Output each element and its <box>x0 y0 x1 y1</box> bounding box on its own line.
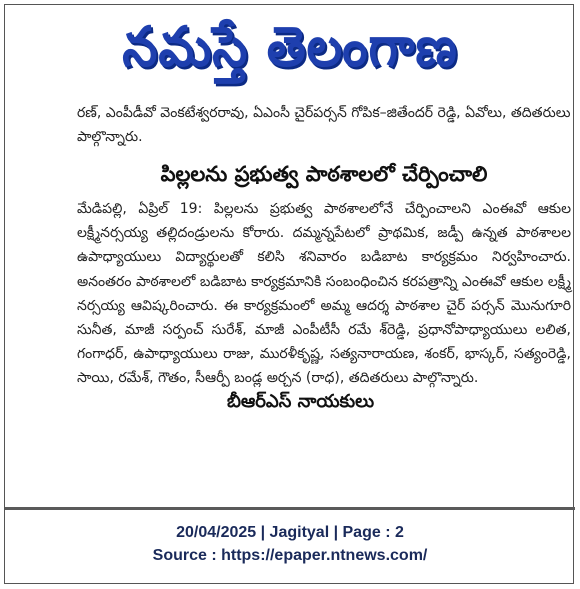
masthead-logo-text: నమస్తే తెలంగాణ <box>122 15 458 79</box>
article-paragraph: మేడిపల్లి, ఏప్రిల్ 19: పిల్లలను ప్రభుత్వ పాఠశాలలోనే చేర్పించాలని ఎంఈవో ఆకుల లక్ష్మీనర్సయ్య తల్లిదండ్రులను కోరారు. దమ్మన్నపేటలో ప్రాథమిక, జడ్పీ ఉన్నత పాఠశాలల ఉపాధ్యాయులు విద్యార్థులతో కలిసి శనివారం బడిబాట కార్యక్రమం నిర్వహించారు. అనంతరం పాఠశాలలో బడిబాట కార్యక్రమానికి సంబంధించిన కరపత్రాన్ని ఎంఈవో ఆకుల లక్ష్మీ నర్సయ్య ఆవిష్కరించారు. ఈ కార్యక్రమంలో అమ్మ ఆదర్శ పాఠశాల చైర్ పర్సన్ మొనుగూరి సునీత, మాజీ సర్పంచ్ సురేశ్, మాజీ ఎంపీటీసీ రమే శ్‌రెడ్డి, ప్రధానోపాధ్యాయులు లలిత, గంగాధర్, ఉపాధ్యాయులు రాజు, మురళీకృష్ణ, సత్యనారాయణ, శంకర్, భాస్కర్, సత్యంరెడ్డి, సాయి, రమేశ్, గౌతం, సీఆర్పీ బండ్ల అర్చన (రాధ), తదితరులు పాల్గొన్నారు. <box>77 201 571 387</box>
footer-divider <box>5 507 575 510</box>
next-article-headline-cut: బీఆర్ఎస్ నాయకులు <box>227 390 375 412</box>
newspaper-masthead <box>5 11 575 83</box>
article-body <box>77 101 571 497</box>
article-headline: పిల్లలను ప్రభుత్వ పాఠశాలలో చేర్పించాలి <box>160 162 488 186</box>
clipping-footer <box>5 521 575 567</box>
previous-article-tail: రణ్, ఎంపీడీవో వెంకటేశ్వరరావు, ఏఎంసీ చైర్‌పర్సన్ గోపిక–జితేందర్ రెడ్డి, ఏవోలు, తదితరులు పాల్గొన్నారు. <box>77 105 571 145</box>
source-link: Source : https://epaper.ntnews.com/ <box>152 547 428 564</box>
clipping-frame <box>4 4 574 584</box>
edition-info: 20/04/2025 | Jagityal | Page : 2 <box>176 524 404 541</box>
